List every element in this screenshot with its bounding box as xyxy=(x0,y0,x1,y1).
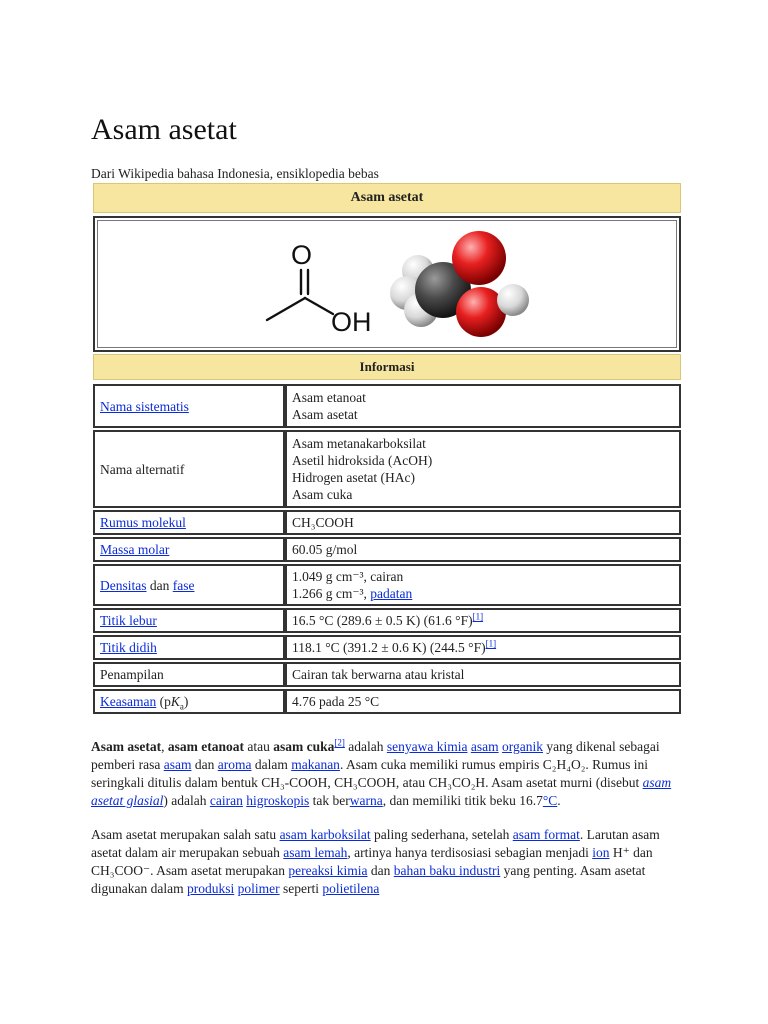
infobox xyxy=(93,183,681,712)
systematic-name-link[interactable]: Nama sistematis xyxy=(100,398,189,414)
table-row: Nama alternatif Asam metanakarboksilat Asetil hidroksida (AcOH) Hidrogen asetat (HAc) Asam cuka xyxy=(93,430,681,508)
oxygen-label: O xyxy=(291,240,313,270)
table-row xyxy=(93,510,681,535)
molecular-formula-value: CH₃COOH xyxy=(285,510,681,535)
tagline: Dari Wikipedia bahasa Indonesia, ensiklopedia bebas xyxy=(91,166,379,181)
link-aroma[interactable]: aroma xyxy=(217,757,252,772)
link-industrial-raw-material[interactable]: bahan baku industri xyxy=(393,863,501,878)
article-body xyxy=(91,738,681,914)
link-production[interactable]: produksi xyxy=(186,881,235,896)
infobox-subheader: Informasi xyxy=(93,354,681,380)
link-organic[interactable]: organik xyxy=(501,739,543,754)
link-color[interactable]: warna xyxy=(349,793,383,808)
table-row: Keasaman $(pK_a)$ 4.76 pada 25 °C xyxy=(93,689,681,714)
alternative-name-label: Nama alternatif xyxy=(93,430,285,508)
link-celsius[interactable]: °C xyxy=(542,793,558,808)
table-row: Densitas dan fase 1.049 g cm⁻³, cairan 1.266 g cm⁻³, padatan xyxy=(93,564,681,606)
appearance-label: Penampilan xyxy=(93,662,285,687)
link-weak-acid[interactable]: asam lemah xyxy=(283,845,348,860)
table-row: Nama sistematis Asam etanoat Asam asetat xyxy=(93,384,681,428)
link-food[interactable]: makanan xyxy=(291,757,340,772)
solid-link[interactable]: padatan xyxy=(370,586,413,601)
acidity-value: 4.76 pada 25 °C xyxy=(285,689,681,714)
acidity-link[interactable]: Keasaman xyxy=(100,694,157,709)
link-ion[interactable]: ion xyxy=(592,845,610,860)
page-title: Asam asetat xyxy=(91,113,237,146)
molecular-formula-link[interactable]: Rumus molekul xyxy=(100,515,186,530)
link-glacial-acetic-acid[interactable]: asam asetat glasial xyxy=(91,775,672,808)
phase-link[interactable]: fase xyxy=(172,577,195,593)
boiling-point-link[interactable]: Titik didih xyxy=(100,640,157,655)
link-formic-acid[interactable]: asam format xyxy=(512,827,580,842)
reference-link[interactable]: [2] xyxy=(334,737,345,748)
link-hygroscopic[interactable]: higroskopis xyxy=(246,793,310,808)
link-carboxylic-acid[interactable]: asam karboksilat xyxy=(279,827,371,842)
melting-point-link[interactable]: Titik lebur xyxy=(100,613,157,628)
table-row: Titik lebur 16.5 °C (289.6 ± 0.5 K) (61.6 °F)[1] xyxy=(93,608,681,633)
molar-mass-value: 60.05 g/mol xyxy=(285,537,681,562)
hydroxyl-label: OH xyxy=(331,307,372,337)
table-row: Titik didih 118.1 °C (391.2 ± 0.6 K) (244.5 °F)[1] xyxy=(93,635,681,660)
molar-mass-link[interactable]: Massa molar xyxy=(100,542,170,557)
structure-image xyxy=(93,216,681,352)
reference-link[interactable]: [1] xyxy=(472,611,484,622)
link-acid[interactable]: asam xyxy=(470,739,499,754)
table-row xyxy=(93,537,681,562)
link-reagent[interactable]: pereaksi kimia xyxy=(288,863,368,878)
link-liquid[interactable]: cairan xyxy=(209,793,243,808)
infobox-header: Asam asetat xyxy=(93,183,681,213)
acetic-acid-structure xyxy=(95,218,679,350)
properties-table xyxy=(93,382,681,716)
paragraph-second: Asam asetat merupakan salah satu asam karboksilat paling sederhana, setelah asam format. Larutan asam asetat dalam air merupakan sebuah asam lemah, artinya hanya terdisosiasi sebagian menjadi ion H⁺ dan CH₃COO⁻. Asam asetat merupakan pereaksi kimia dan bahan baku industri yang penting. Asam asetat digunakan dalam produksi polimer seperti polietilena xyxy=(91,827,660,896)
link-polyethylene[interactable]: polietilena xyxy=(322,881,380,896)
paragraph-intro: Asam asetat, asam etanoat atau asam cuka[2] adalah senyawa kimia asam organik yang dikenal sebagai pemberi rasa asam dan aroma dalam makanan. Asam cuka memiliki rumus empiris C₂H₄O₂. Rumus ini seringkali ditulis dalam bentuk CH₃-COOH, CH₃COOH, atau CH₃CO₂H. Asam asetat murni (disebut asam asetat glasial) adalah cairan higroskopis tak berwarna, dan memiliki titik beku 16.7°C. xyxy=(91,737,672,808)
link-chemical-compound[interactable]: senyawa kimia xyxy=(386,739,468,754)
space-filling-model xyxy=(390,231,529,337)
table-row xyxy=(93,662,681,687)
appearance-value: Cairan tak berwarna atau kristal xyxy=(285,662,681,687)
link-polymer[interactable]: polimer xyxy=(237,881,280,896)
reference-link[interactable]: [1] xyxy=(485,638,497,649)
density-link[interactable]: Densitas xyxy=(100,577,147,593)
link-sour[interactable]: asam xyxy=(163,757,192,772)
